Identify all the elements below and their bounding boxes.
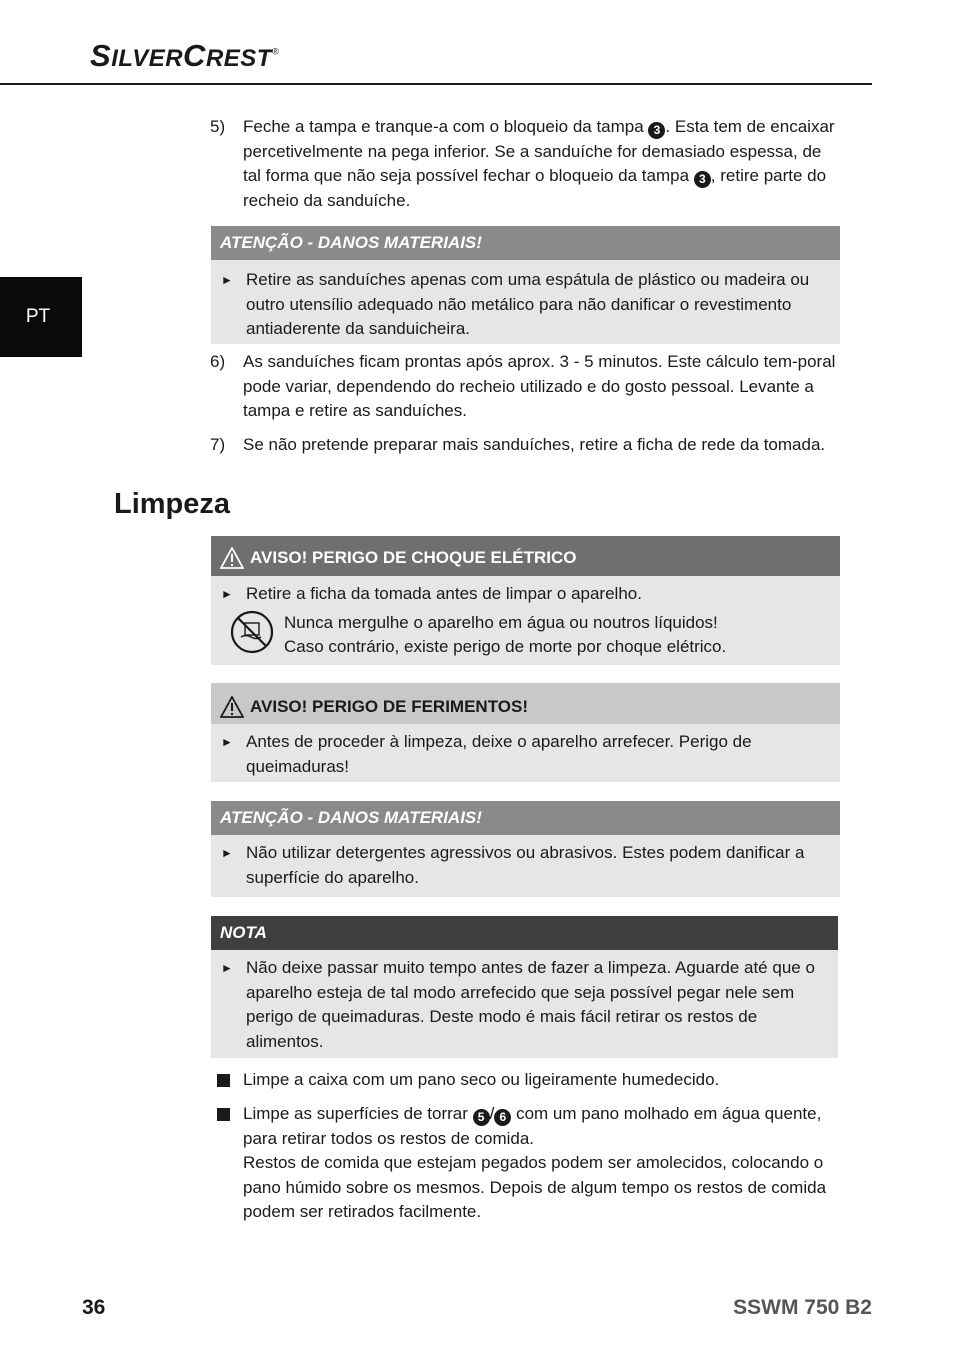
attention-body bbox=[211, 260, 840, 344]
list-item: Limpe a caixa com um pano seco ou ligeiramente humedecido. bbox=[217, 1068, 840, 1093]
attention-box bbox=[211, 801, 840, 897]
injury-header: AVISO! PERIGO DE FERIMENTOS! bbox=[211, 683, 840, 724]
step-number: 6) bbox=[210, 352, 226, 371]
warning-triangle-icon bbox=[220, 547, 244, 569]
step-5 bbox=[210, 115, 840, 213]
step-text: Feche a tampa e tranque-a com o bloqueio da tampa 3 . Esta tem de encaixar percetivelmente na pega inferior. Se a sanduíche for demasiado espessa, de tal forma que não seja possível fechar o bloqueio da tampa 3 , retire parte do recheio da sanduíche. bbox=[243, 117, 835, 210]
step-text: As sanduíches ficam prontas após aprox. 3 - 5 minutos. Este cálculo tem-poral pode variar, dependendo do recheio utilizado e do gosto pessoal. Levante a tampa e retire as sanduíches. bbox=[243, 352, 836, 421]
electric-shock-warning-box bbox=[211, 536, 840, 665]
triangle-bullet-icon: ► bbox=[221, 273, 233, 287]
section-title: Limpeza bbox=[114, 488, 231, 520]
triangle-bullet-icon: ► bbox=[221, 735, 233, 749]
part-ref-badge: 3 bbox=[694, 171, 711, 188]
triangle-bullet-icon: ► bbox=[221, 961, 233, 975]
no-immersion-icon bbox=[229, 609, 275, 655]
warning-triangle-icon bbox=[220, 696, 244, 718]
part-ref-badge: 6 bbox=[494, 1109, 511, 1126]
bullet-item: ► Não utilizar detergentes agressivos ou abrasivos. Estes podem danificar a superfície do aparelho. bbox=[221, 843, 805, 887]
injury-warning-box bbox=[211, 683, 840, 782]
attention-box bbox=[211, 226, 840, 344]
language-tab: PT bbox=[0, 277, 82, 357]
model-number: SSWM 750 B2 bbox=[733, 1296, 872, 1319]
triangle-bullet-icon: ► bbox=[221, 846, 233, 860]
step-number: 7) bbox=[210, 435, 226, 454]
triangle-bullet-icon: ► bbox=[221, 587, 233, 601]
bullet-item: ► Não deixe passar muito tempo antes de fazer a limpeza. Aguarde até que o aparelho esteja de tal modo arrefecido que seja possível pegar nele sem perigo de queimaduras. Deste modo é mais fácil retirar os restos de alimentos. bbox=[221, 958, 815, 1051]
bullet-item: ► Antes de proceder à limpeza, deixe o aparelho arrefecer. Perigo de queimaduras! bbox=[221, 732, 752, 776]
page-number: 36 bbox=[82, 1296, 106, 1319]
step-text: Se não pretende preparar mais sanduíches, retire a ficha de rede da tomada. bbox=[243, 435, 826, 454]
warning-body bbox=[211, 576, 840, 665]
square-bullet-icon bbox=[217, 1108, 230, 1121]
bullet-item: ► Retire as sanduíches apenas com uma espátula de plástico ou madeira ou outro utensílio adequado não metálico para não danificar o revestimento antiaderente da sanduicheira. bbox=[221, 270, 810, 339]
warning-header: AVISO! PERIGO DE CHOQUE ELÉTRICO bbox=[211, 536, 840, 576]
note-box bbox=[211, 916, 838, 1058]
header-divider bbox=[0, 83, 872, 85]
injury-body bbox=[211, 724, 840, 782]
attention-header: ATENÇÃO - DANOS MATERIAIS! bbox=[211, 801, 840, 835]
part-ref-badge: 5 bbox=[473, 1109, 490, 1126]
icon-note: Nunca mergulhe o aparelho em água ou noutros líquidos! Caso contrário, existe perigo de morte por choque elétrico. bbox=[221, 611, 830, 660]
bullet-item: ► Retire a ficha da tomada antes de limpar o aparelho. bbox=[221, 582, 830, 607]
brand-logo: SILVERCREST® bbox=[90, 38, 280, 73]
attention-header: ATENÇÃO - DANOS MATERIAIS! bbox=[211, 226, 840, 260]
list-item: Limpe as superfícies de torrar 5 / 6 com um pano molhado em água quente, para retirar todos os restos de comida. Restos de comida que estejam pegados podem ser amolecidos, colocando o pano húmido sobre os mesmos. Depois de algum tempo os restos de comida podem ser retirados facilmente. bbox=[217, 1102, 840, 1225]
attention-body bbox=[211, 835, 840, 897]
step-number: 5) bbox=[210, 117, 226, 136]
square-bullet-icon bbox=[217, 1074, 230, 1087]
note-body bbox=[211, 950, 838, 1058]
note-header: NOTA bbox=[211, 916, 838, 950]
step-6 bbox=[210, 350, 840, 424]
part-ref-badge: 3 bbox=[648, 122, 665, 139]
step-7 bbox=[210, 433, 850, 458]
